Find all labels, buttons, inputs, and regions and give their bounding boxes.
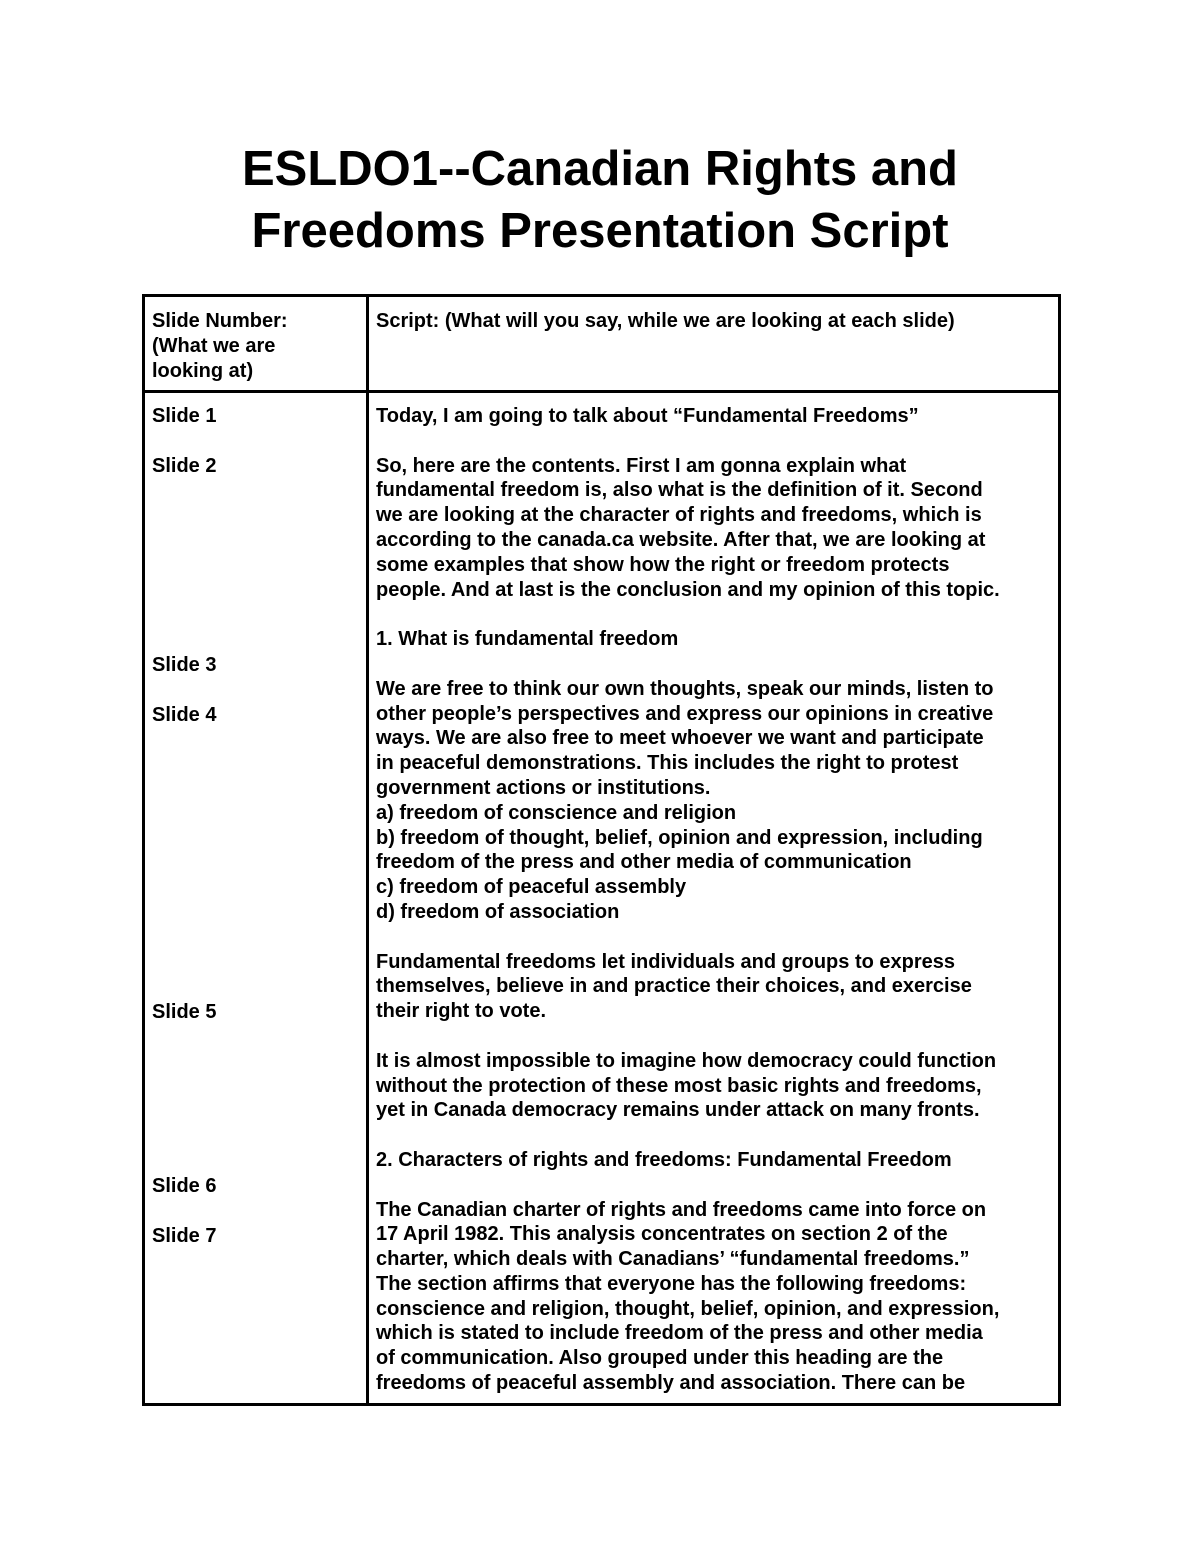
script-line: It is almost impossible to imagine how democracy could function: [376, 1049, 997, 1072]
slide-label: Slide 5: [152, 1001, 217, 1023]
script-line: c) freedom of peaceful assembly: [376, 876, 687, 899]
script-line: people. And at last is the conclusion and my opinion of this topic.: [376, 578, 1000, 601]
script-line: a) freedom of conscience and religion: [376, 801, 737, 824]
script-line: b) freedom of thought, belief, opinion and expression, including: [376, 826, 983, 849]
script-paragraph-gap: [376, 429, 1056, 454]
header-slide-number-line: looking at): [152, 359, 254, 382]
document-title-line-1: ESLDO1--Canadian Rights and: [241, 142, 958, 196]
slide-label: Slide 4: [152, 704, 217, 726]
header-slide-number-line: Slide Number:: [152, 310, 288, 332]
script-line: The section affirms that everyone has the following freedoms:: [376, 1272, 967, 1295]
script-line: which is stated to include freedom of the press and other media: [376, 1322, 983, 1345]
script-line: charter, which deals with Canadians’ “fundamental freedoms.”: [376, 1248, 970, 1271]
script-line: we are looking at the character of rights and freedoms, which is: [376, 504, 982, 527]
header-row-divider: [145, 390, 1058, 393]
script-line: fundamental freedom is, also what is the definition of it. Second: [376, 479, 983, 502]
script-line: 1. What is fundamental freedom: [376, 628, 679, 651]
column-divider: [366, 297, 369, 1403]
script-paragraph-gap: [376, 652, 1056, 677]
script-line: 17 April 1982. This analysis concentrates on section 2 of the: [376, 1223, 948, 1246]
slide-label: Slide 1: [152, 405, 217, 427]
script-line: other people’s perspectives and express our opinions in creative: [376, 702, 994, 725]
script-line: conscience and religion, thought, belief, opinion, and expression,: [376, 1297, 1000, 1320]
script-line: some examples that show how the right or freedom protects: [376, 553, 950, 576]
slide-label: Slide 3: [152, 654, 217, 676]
script-table: [142, 294, 1061, 1406]
document-title-line-2: Freedoms Presentation Script: [251, 204, 949, 258]
script-line: yet in Canada democracy remains under attack on many fronts.: [376, 1099, 980, 1122]
script-line: We are free to think our own thoughts, speak our minds, listen to: [376, 677, 994, 700]
slide-label: Slide 7: [152, 1225, 217, 1247]
script-line: freedom of the press and other media of communication: [376, 851, 912, 874]
header-slide-number-line: (What we are: [152, 334, 276, 357]
script-line: in peaceful demonstrations. This includes the right to protest: [376, 752, 959, 775]
script-line: without the protection of these most basic rights and freedoms,: [376, 1074, 982, 1097]
script-line: according to the canada.ca website. After that, we are looking at: [376, 528, 986, 551]
header-script: Script: (What will you say, while we are looking at each slide): [376, 310, 955, 332]
script-body: [376, 404, 1056, 1396]
script-line: Fundamental freedoms let individuals and groups to express: [376, 950, 956, 973]
script-line: The Canadian charter of rights and freedoms came into force on: [376, 1198, 987, 1221]
document-title: [0, 138, 1200, 262]
script-paragraph-gap: [376, 925, 1056, 950]
script-line: 2. Characters of rights and freedoms: Fundamental Freedom: [376, 1148, 952, 1171]
script-paragraph-gap: [376, 602, 1056, 627]
slide-label: Slide 6: [152, 1175, 217, 1197]
script-paragraph-gap: [376, 1123, 1056, 1148]
script-line: freedoms of peaceful assembly and association. There can be: [376, 1372, 966, 1395]
script-line: ways. We are also free to meet whoever we want and participate: [376, 727, 984, 750]
script-line: themselves, believe in and practice their choices, and exercise: [376, 975, 972, 998]
script-paragraph-gap: [376, 1173, 1056, 1198]
header-slide-number: [152, 309, 288, 383]
script-line: government actions or institutions.: [376, 776, 711, 799]
script-line: of communication. Also grouped under this heading are the: [376, 1347, 944, 1370]
script-line: their right to vote.: [376, 1000, 546, 1023]
slide-label: Slide 2: [152, 455, 217, 477]
script-line: d) freedom of association: [376, 900, 620, 923]
script-paragraph-gap: [376, 1024, 1056, 1049]
script-line: So, here are the contents. First I am gonna explain what: [376, 454, 907, 477]
script-line: Today, I am going to talk about “Fundamental Freedoms”: [376, 405, 919, 427]
